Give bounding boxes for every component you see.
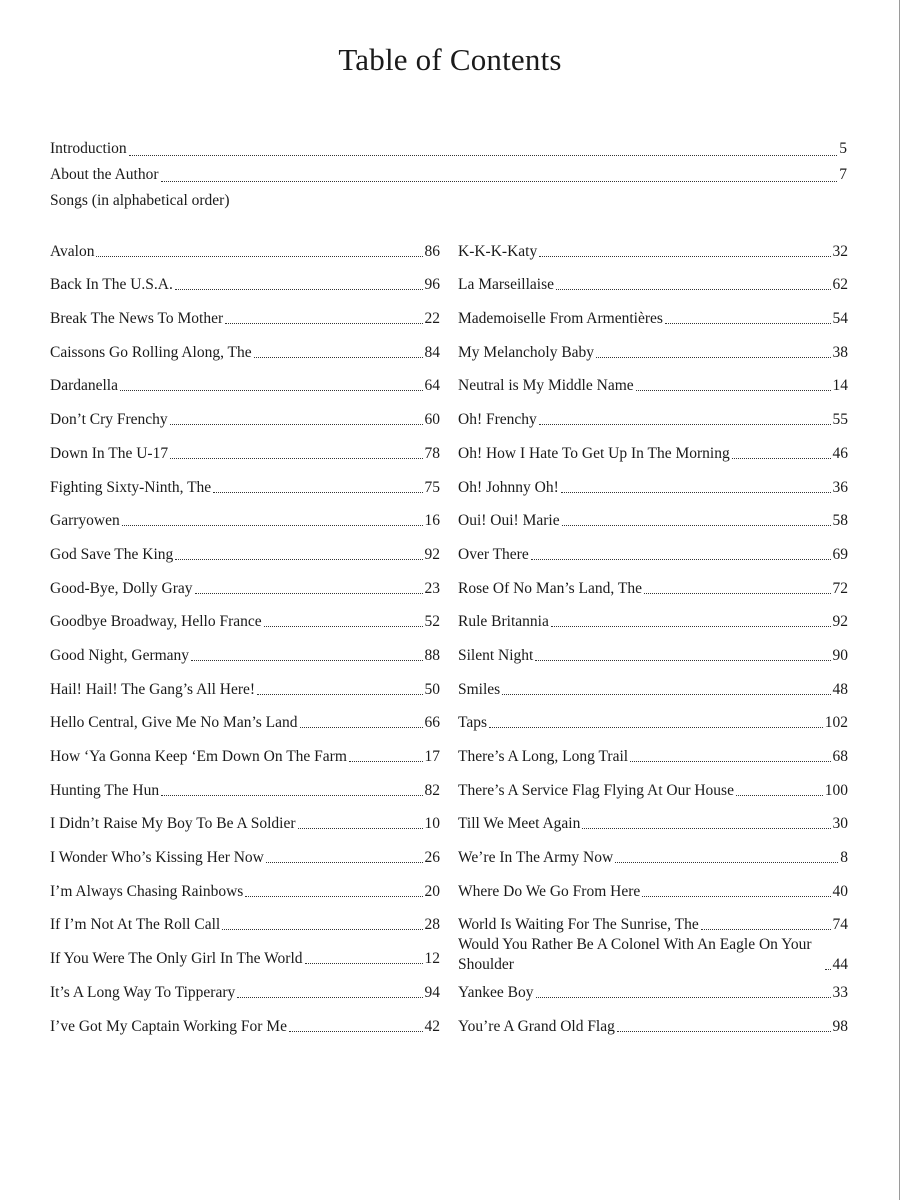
entry-page: 36 [832, 478, 848, 496]
leader-dots [502, 694, 830, 695]
entry-page: 72 [832, 579, 848, 597]
entry-title: La Marseillaise [458, 276, 554, 294]
toc-entry[interactable] [458, 262, 848, 296]
entry-page: 62 [832, 276, 848, 294]
leader-dots [531, 559, 831, 560]
leader-dots [195, 593, 423, 594]
leader-dots [170, 424, 423, 425]
page-title: Table of Contents [338, 42, 562, 77]
leader-dots [245, 896, 422, 897]
entry-page: 78 [424, 444, 440, 462]
entry-title: Neutral is My Middle Name [458, 377, 634, 395]
toc-entry[interactable] [458, 801, 848, 835]
entry-page: 66 [424, 714, 440, 732]
entry-title: Avalon [50, 242, 95, 260]
entry-page: 75 [424, 478, 440, 496]
entry-page: 64 [424, 377, 440, 395]
toc-entry[interactable] [458, 430, 848, 464]
entry-title: Dardanella [50, 377, 118, 395]
toc-entry[interactable] [458, 767, 848, 801]
toc-entry[interactable] [458, 565, 848, 599]
entry-title: Oh! Frenchy [458, 411, 537, 429]
toc-entry[interactable] [458, 363, 848, 397]
entry-title: Don’t Cry Frenchy [50, 411, 168, 429]
entry-title: Oui! Oui! Marie [458, 512, 560, 530]
entry-page: 84 [424, 343, 440, 361]
entry-title: Caissons Go Rolling Along, The [50, 343, 252, 361]
leader-dots [129, 155, 838, 156]
leader-dots [665, 323, 831, 324]
toc-entry[interactable] [50, 262, 440, 296]
entry-page: 55 [832, 411, 848, 429]
entry-page: 40 [832, 882, 848, 900]
toc-entry[interactable] [458, 295, 848, 329]
toc-entry[interactable] [50, 834, 440, 868]
entry-page: 12 [424, 950, 440, 968]
toc-entry[interactable] [50, 666, 440, 700]
entry-page: 22 [424, 310, 440, 328]
toc-entry[interactable] [50, 498, 440, 532]
toc-entry[interactable] [50, 767, 440, 801]
toc-entry[interactable] [458, 666, 848, 700]
entry-page: 69 [832, 545, 848, 563]
entry-title: Oh! Johnny Oh! [458, 478, 559, 496]
entry-title: Goodbye Broadway, Hello France [50, 613, 262, 631]
entry-title: K-K-K-Katy [458, 242, 538, 260]
leader-dots [349, 761, 423, 762]
entry-title: Would You Rather Be A Colonel With An Eagle On Your Shoulder [458, 936, 812, 974]
entry-page: 100 [824, 781, 848, 799]
entry-page: 102 [824, 714, 848, 732]
entry-title: My Melancholy Baby [458, 343, 595, 361]
leader-dots [562, 525, 831, 526]
toc-entry[interactable] [458, 868, 848, 902]
leader-dots [596, 357, 830, 358]
toc-entry[interactable] [50, 430, 440, 464]
entry-page: 10 [424, 815, 440, 833]
entry-title: There’s A Long, Long Trail [458, 748, 629, 765]
leader-dots [489, 727, 823, 728]
entry-page: 94 [424, 983, 440, 1001]
leader-dots [305, 963, 423, 964]
leader-dots [266, 862, 423, 863]
entry-page: 60 [424, 411, 440, 429]
entry-page: 16 [424, 512, 440, 530]
leader-dots [732, 458, 831, 459]
entry-page: 58 [832, 512, 848, 530]
leader-dots [237, 997, 422, 998]
toc-entry[interactable] [50, 902, 440, 936]
toc-entry[interactable] [458, 329, 848, 363]
toc-entry[interactable] [458, 599, 848, 633]
entry-title: You’re A Grand Old Flag [458, 1017, 615, 1035]
leader-dots [257, 694, 422, 695]
toc-entry[interactable] [50, 363, 440, 397]
toc-entry[interactable] [458, 632, 848, 666]
leader-dots [617, 1031, 831, 1032]
toc-column-left [50, 228, 440, 1037]
leader-dots [170, 458, 422, 459]
toc-entry[interactable] [50, 868, 440, 902]
toc-entry[interactable] [458, 902, 848, 936]
leader-dots [300, 727, 423, 728]
leader-dots [535, 660, 830, 661]
entry-page: 42 [424, 1017, 440, 1035]
leader-dots [298, 828, 423, 829]
entry-page: 88 [424, 646, 440, 664]
entry-title: Rule Britannia [458, 613, 549, 631]
toc-entry-introduction[interactable] [50, 140, 847, 160]
leader-dots [225, 323, 422, 324]
entry-title: Smiles [458, 680, 501, 698]
leader-dots [736, 795, 823, 796]
entry-page: 82 [424, 781, 440, 799]
entry-page: 54 [832, 310, 848, 328]
entry-title: Till We Meet Again [458, 815, 581, 833]
toc-entry[interactable] [50, 531, 440, 565]
leader-dots [539, 256, 830, 257]
toc-entry[interactable] [50, 599, 440, 633]
leader-dots [96, 256, 422, 257]
entry-title: World Is Waiting For The Sunrise, The [458, 916, 699, 934]
toc-entry[interactable] [458, 396, 848, 430]
leader-dots [825, 969, 831, 970]
entry-page: 7 [839, 166, 847, 183]
entry-page: 23 [424, 579, 440, 597]
entry-title: Rose Of No Man’s Land, The [458, 579, 642, 597]
leader-dots [264, 626, 423, 627]
entry-title: Back In The U.S.A. [50, 276, 173, 294]
toc-entry-about-author[interactable] [50, 166, 847, 186]
leader-dots [644, 593, 831, 594]
toc-entry[interactable] [50, 700, 440, 734]
entry-title: We’re In The Army Now [458, 849, 614, 867]
leader-dots [701, 929, 831, 930]
leader-dots [551, 626, 831, 627]
entry-title: Silent Night [458, 646, 534, 664]
entry-title: Introduction [50, 140, 127, 157]
toc-entry[interactable] [458, 1003, 848, 1037]
entry-title: I’m Always Chasing Rainbows [50, 882, 244, 900]
entry-title: I Wonder Who’s Kissing Her Now [50, 849, 264, 867]
leader-dots [289, 1031, 423, 1032]
entry-page: 26 [424, 849, 440, 867]
leader-dots [122, 525, 423, 526]
leader-dots [561, 492, 831, 493]
entry-page: 48 [832, 680, 848, 698]
toc-entry[interactable] [458, 834, 848, 868]
toc-entry[interactable] [50, 733, 440, 767]
entry-title: Hunting The Hun [50, 781, 160, 799]
entry-title: There’s A Service Flag Flying At Our House [458, 781, 734, 799]
entry-title: I Didn’t Raise My Boy To Be A Soldier [50, 815, 296, 833]
entry-title: How ‘Ya Gonna Keep ‘Em Down On The Farm [50, 748, 347, 765]
entry-title: Yankee Boy [458, 984, 534, 1002]
toc-entry[interactable] [50, 1003, 440, 1037]
entry-title: It’s A Long Way To Tipperary [50, 983, 236, 1001]
entry-title: Garryowen [50, 512, 120, 530]
entry-page: 30 [832, 815, 848, 833]
entry-page: 28 [424, 916, 440, 934]
toc-entry[interactable] [50, 295, 440, 329]
entry-page: 98 [832, 1017, 848, 1035]
leader-dots [191, 660, 422, 661]
entry-title: Oh! How I Hate To Get Up In The Morning [458, 444, 730, 462]
entry-page: 52 [424, 613, 440, 631]
entry-page: 46 [832, 444, 848, 462]
entry-page: 32 [832, 242, 848, 260]
leader-dots [120, 390, 423, 391]
toc-entry[interactable] [458, 700, 848, 734]
leader-dots [556, 289, 831, 290]
entry-title: I’ve Got My Captain Working For Me [50, 1017, 287, 1035]
entry-page: 86 [424, 242, 440, 260]
entry-title: Fighting Sixty-Ninth, The [50, 478, 212, 496]
entry-page: 17 [424, 748, 440, 765]
toc-entry[interactable] [50, 396, 440, 430]
entry-page: 14 [832, 377, 848, 395]
toc-entry[interactable] [458, 733, 848, 767]
entry-title: God Save The King [50, 545, 174, 563]
toc-entry[interactable] [50, 632, 440, 666]
entry-title: Where Do We Go From Here [458, 882, 641, 900]
leader-dots [539, 424, 831, 425]
entry-page: 20 [424, 882, 440, 900]
entry-title: Good-Bye, Dolly Gray [50, 579, 193, 597]
entry-page: 90 [832, 646, 848, 664]
entry-page: 68 [832, 748, 848, 765]
toc-entry[interactable] [458, 464, 848, 498]
leader-dots [213, 492, 422, 493]
toc-entry[interactable] [50, 228, 440, 262]
toc-entry[interactable] [458, 531, 848, 565]
entry-title: Taps [458, 714, 488, 732]
toc-column-right [458, 228, 848, 1037]
entry-page: 38 [832, 343, 848, 361]
leader-dots [615, 862, 838, 863]
leader-dots [175, 559, 422, 560]
leader-dots [161, 795, 422, 796]
leader-dots [636, 390, 831, 391]
toc-entry[interactable] [458, 498, 848, 532]
leader-dots [630, 761, 830, 762]
leader-dots [175, 289, 423, 290]
toc-entry[interactable] [50, 801, 440, 835]
entry-title: Mademoiselle From Armentières [458, 310, 663, 328]
entry-title: If You Were The Only Girl In The World [50, 950, 303, 968]
leader-dots [642, 896, 830, 897]
toc-entry[interactable] [458, 929, 848, 975]
toc-entry[interactable] [50, 969, 440, 1003]
songs-section-label: Songs (in alphabetical order) [50, 192, 230, 209]
entry-page: 96 [424, 276, 440, 294]
entry-page: 44 [832, 956, 848, 974]
entry-page: 92 [832, 613, 848, 631]
entry-page: 8 [840, 849, 848, 867]
entry-title: Good Night, Germany [50, 646, 190, 664]
entry-page: 50 [424, 680, 440, 698]
leader-dots [254, 357, 423, 358]
entry-page: 33 [832, 984, 848, 1002]
leader-dots [161, 181, 838, 182]
entry-title: If I’m Not At The Roll Call [50, 916, 221, 934]
entry-title: Hail! Hail! The Gang’s All Here! [50, 680, 256, 698]
entry-page: 5 [839, 140, 847, 157]
toc-entry[interactable] [50, 935, 440, 969]
entry-title: About the Author [50, 166, 159, 183]
entry-title: Break The News To Mother [50, 310, 224, 328]
leader-dots [222, 929, 422, 930]
leader-dots [582, 828, 830, 829]
toc-entry[interactable] [50, 565, 440, 599]
entry-title: Down In The U-17 [50, 444, 169, 462]
entry-page: 92 [424, 545, 440, 563]
entry-title: Over There [458, 545, 529, 563]
toc-entry[interactable] [50, 464, 440, 498]
toc-entry[interactable] [50, 329, 440, 363]
entry-title: Hello Central, Give Me No Man’s Land [50, 714, 298, 732]
entry-page: 74 [832, 916, 848, 934]
leader-dots [536, 997, 831, 998]
toc-entry[interactable] [458, 228, 848, 262]
